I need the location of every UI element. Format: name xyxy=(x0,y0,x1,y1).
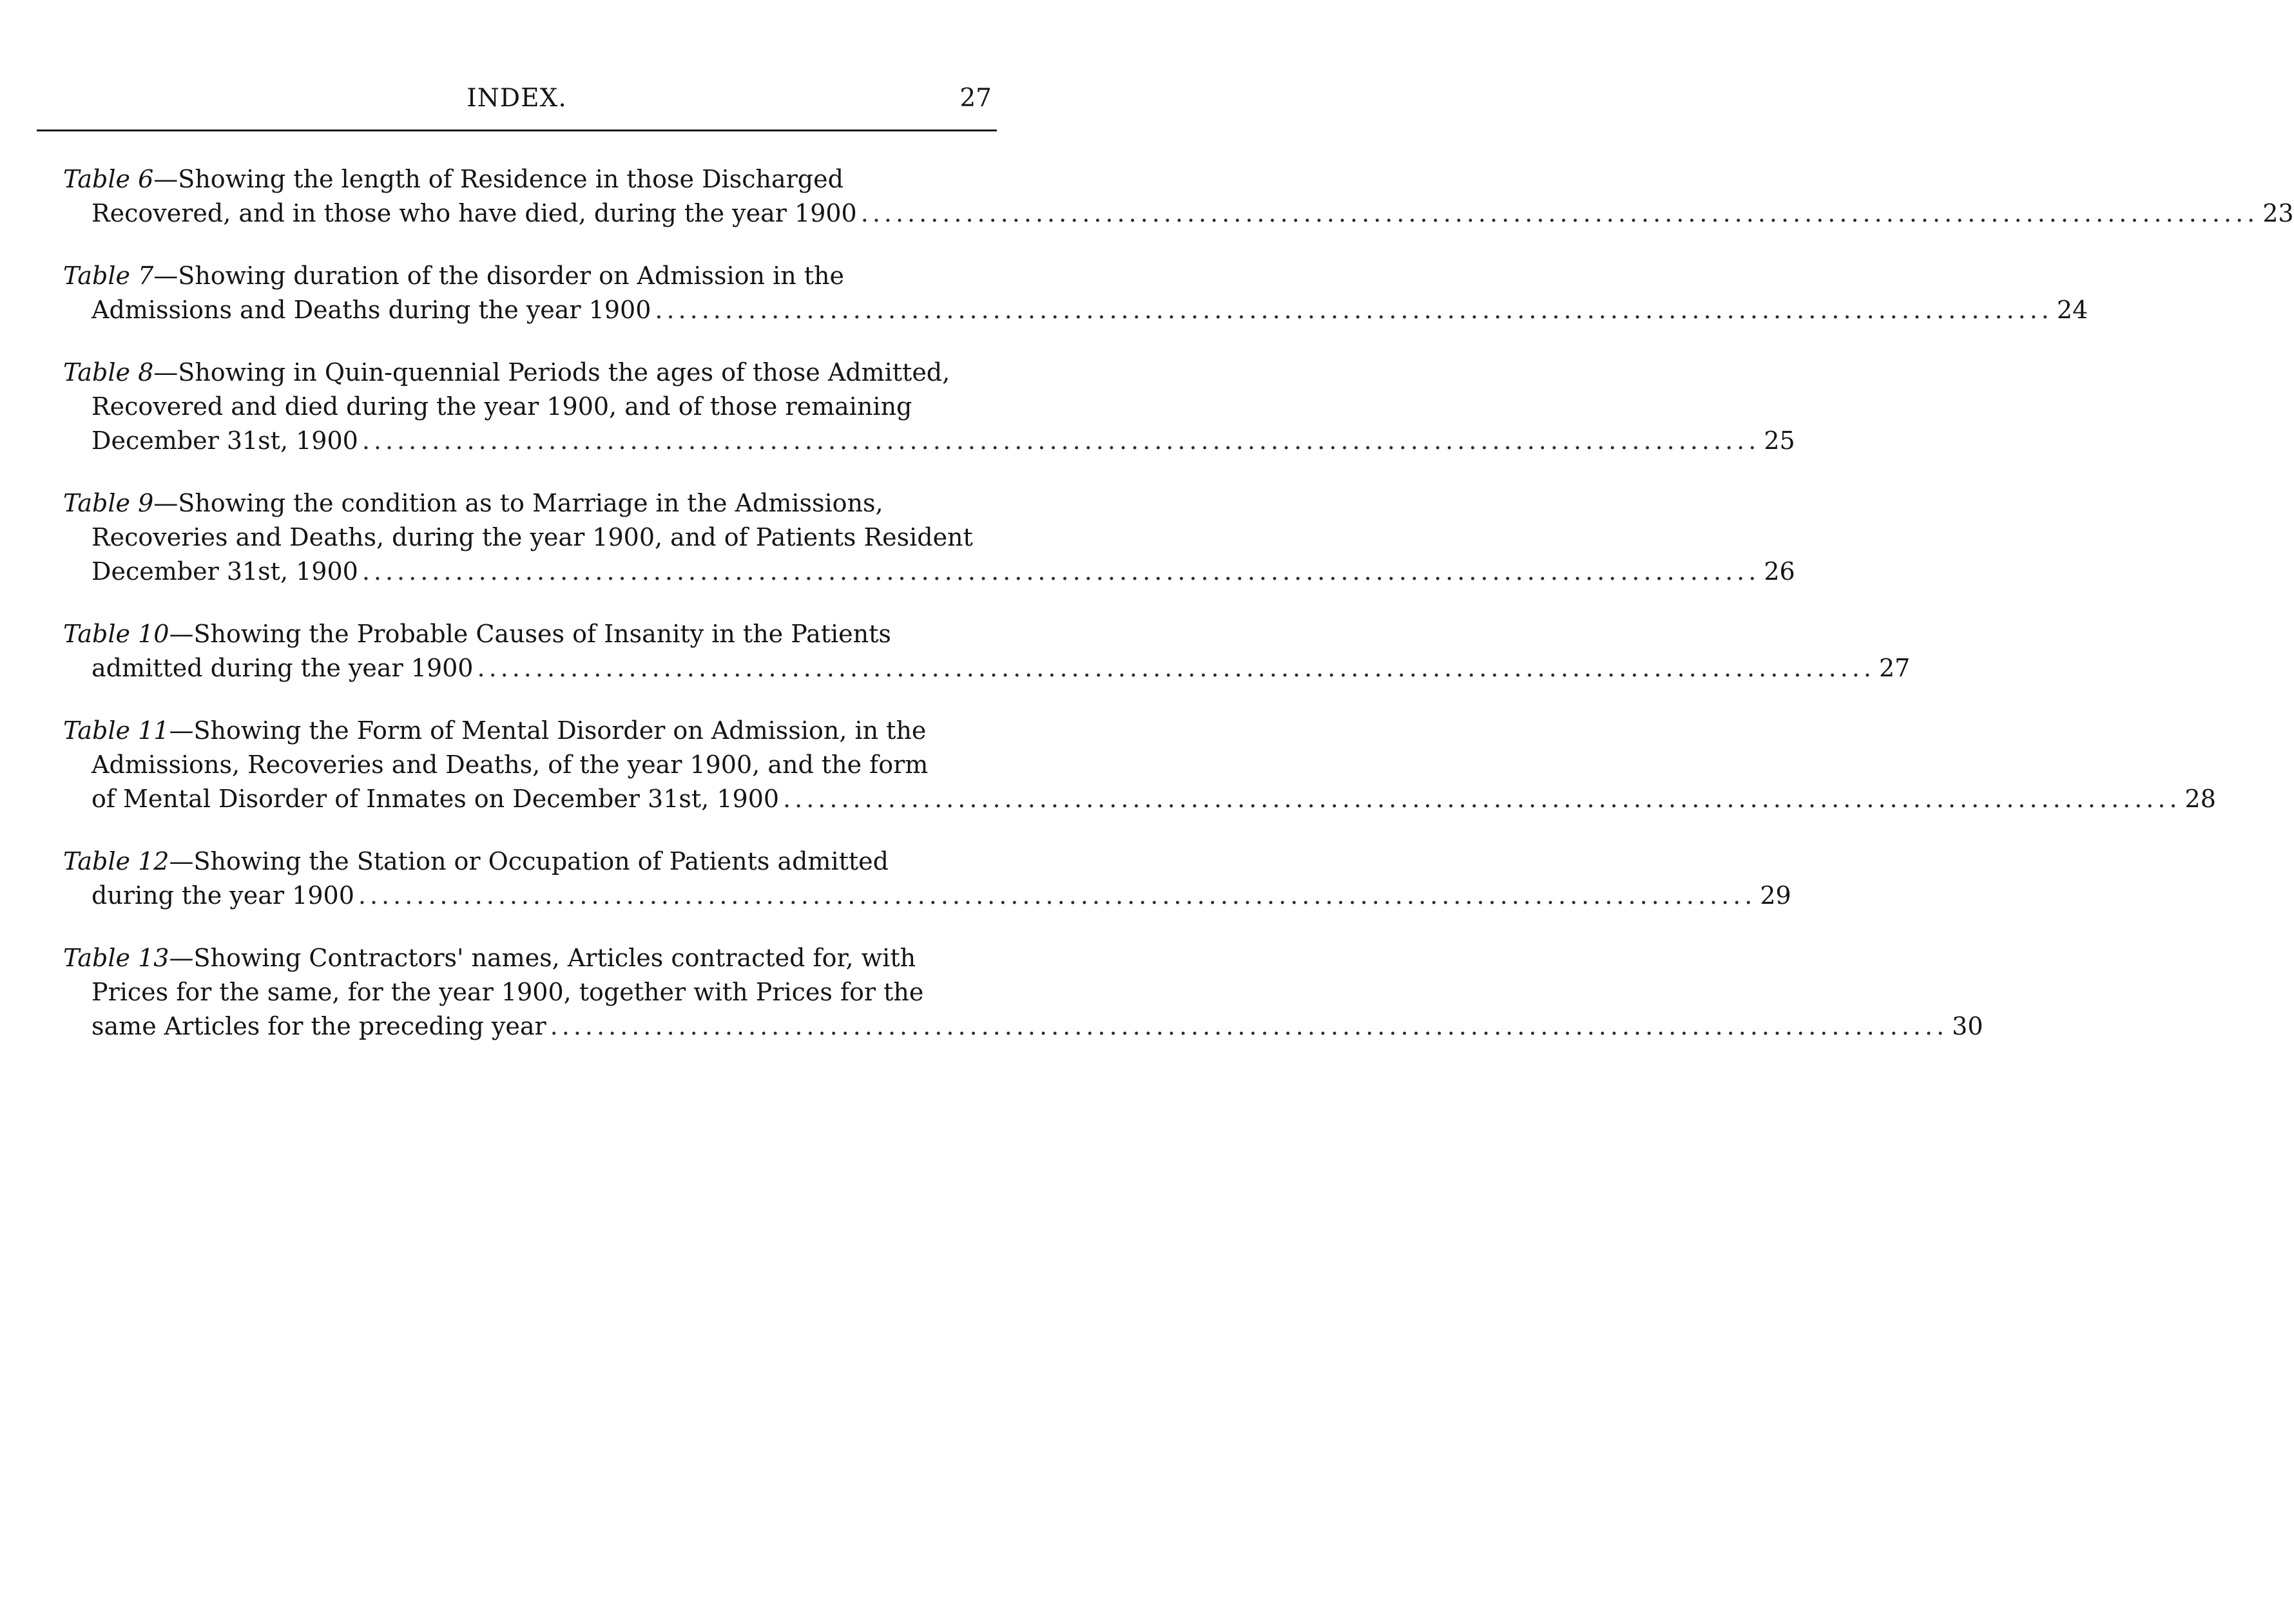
entry-continuation-line: Prices for the same, for the year 1900, together with Prices for the xyxy=(92,978,924,1006)
entry-description-start: —Showing the condition as to Marriage in the Admissions, xyxy=(153,489,883,517)
entry-page-number: 26 xyxy=(1764,557,1795,586)
entry-description-start: —Showing in Quin-quennial Periods the ages of those Admitted, xyxy=(153,358,950,387)
dot-leader: ........................................................................................................................ xyxy=(655,296,2053,324)
entry-description-start: —Showing Contractors' names, Articles contracted for, with xyxy=(169,944,916,972)
dot-leader: ........................................................................................................................ xyxy=(361,426,1760,455)
dot-leader: ........................................................................................................................ xyxy=(783,785,2181,813)
entry-page-number: 25 xyxy=(1764,426,1795,455)
entry-description-end: same Articles for the preceding year xyxy=(92,1012,546,1040)
entry-description-start: —Showing the Form of Mental Disorder on Admission, in the xyxy=(169,716,927,745)
entry-description-end: December 31st, 1900 xyxy=(92,426,358,455)
entry-first-line xyxy=(63,617,999,651)
entry-last-line xyxy=(63,651,1911,685)
index-entry xyxy=(63,714,2216,816)
entry-first-line xyxy=(63,845,999,879)
index-entry xyxy=(63,356,1795,458)
page-header xyxy=(37,84,997,122)
entry-continuation-line: Recoveries and Deaths, during the year 1900, and of Patients Resident xyxy=(92,523,973,551)
index-entry xyxy=(63,162,2294,231)
entry-first-line xyxy=(63,259,999,293)
entry-last-line xyxy=(63,782,2216,816)
entry-first-line xyxy=(63,486,999,521)
entry-first-line xyxy=(63,356,999,390)
entry-first-line xyxy=(63,714,999,748)
entry-first-line xyxy=(63,941,999,975)
index-entry xyxy=(63,617,1911,685)
entry-page-number: 30 xyxy=(1952,1012,1983,1040)
page-title: INDEX. xyxy=(467,84,567,113)
entry-table-label: Table 6 xyxy=(63,165,154,193)
entry-first-line xyxy=(63,162,999,196)
entry-page-number: 29 xyxy=(1760,881,1791,910)
entry-description-end: Recovered, and in those who have died, during the year 1900 xyxy=(92,199,857,227)
entry-description-start: —Showing the length of Residence in those Discharged xyxy=(153,165,843,193)
entry-table-label: Table 7 xyxy=(63,262,154,290)
entry-last-line xyxy=(63,1009,1983,1044)
dot-leader: ........................................................................................................................ xyxy=(358,881,1757,910)
page-number: 27 xyxy=(959,84,992,113)
entry-table-label: Table 9 xyxy=(63,489,154,517)
index-entries xyxy=(63,162,2294,1072)
entry-page-number: 24 xyxy=(2056,296,2088,324)
entry-last-line xyxy=(63,424,1795,458)
entry-continuation-line: Recovered and died during the year 1900, and of those remaining xyxy=(92,392,912,421)
entry-continuation-line: Admissions, Recoveries and Deaths, of the year 1900, and the form xyxy=(92,750,929,779)
entry-last-line xyxy=(63,196,2294,231)
entry-description-end: during the year 1900 xyxy=(92,881,354,910)
entry-last-line xyxy=(63,879,1791,913)
entry-description-end: December 31st, 1900 xyxy=(92,557,358,586)
entry-table-label: Table 8 xyxy=(63,358,154,387)
entry-description-end: admitted during the year 1900 xyxy=(92,654,474,682)
entry-description-start: —Showing duration of the disorder on Admission in the xyxy=(153,262,845,290)
entry-description-end: of Mental Disorder of Inmates on December 31st, 1900 xyxy=(92,785,780,813)
entry-description-start: —Showing the Probable Causes of Insanity in the Patients xyxy=(169,620,891,648)
dot-leader: ........................................................................................................................ xyxy=(361,557,1760,586)
entry-last-line xyxy=(63,293,2088,327)
index-entry xyxy=(63,259,2088,327)
entry-page-number: 28 xyxy=(2184,785,2216,813)
dot-leader: ........................................................................................................................ xyxy=(550,1012,1949,1040)
entry-page-number: 23 xyxy=(2262,199,2294,227)
dot-leader: ........................................................................................................................ xyxy=(477,654,1875,682)
entry-description-end: Admissions and Deaths during the year 1900 xyxy=(92,296,651,324)
dot-leader: ........................................................................................................................ xyxy=(860,199,2259,227)
entry-table-label: Table 10 xyxy=(63,620,169,648)
entry-table-label: Table 12 xyxy=(63,847,169,875)
entry-table-label: Table 13 xyxy=(63,944,169,972)
header-rule xyxy=(37,129,997,131)
index-entry xyxy=(63,845,1791,913)
index-entry xyxy=(63,486,1795,589)
entry-description-start: —Showing the Station or Occupation of Patients admitted xyxy=(169,847,889,875)
entry-page-number: 27 xyxy=(1878,654,1911,682)
index-entry xyxy=(63,941,1983,1044)
entry-table-label: Table 11 xyxy=(63,716,169,745)
entry-last-line xyxy=(63,555,1795,589)
